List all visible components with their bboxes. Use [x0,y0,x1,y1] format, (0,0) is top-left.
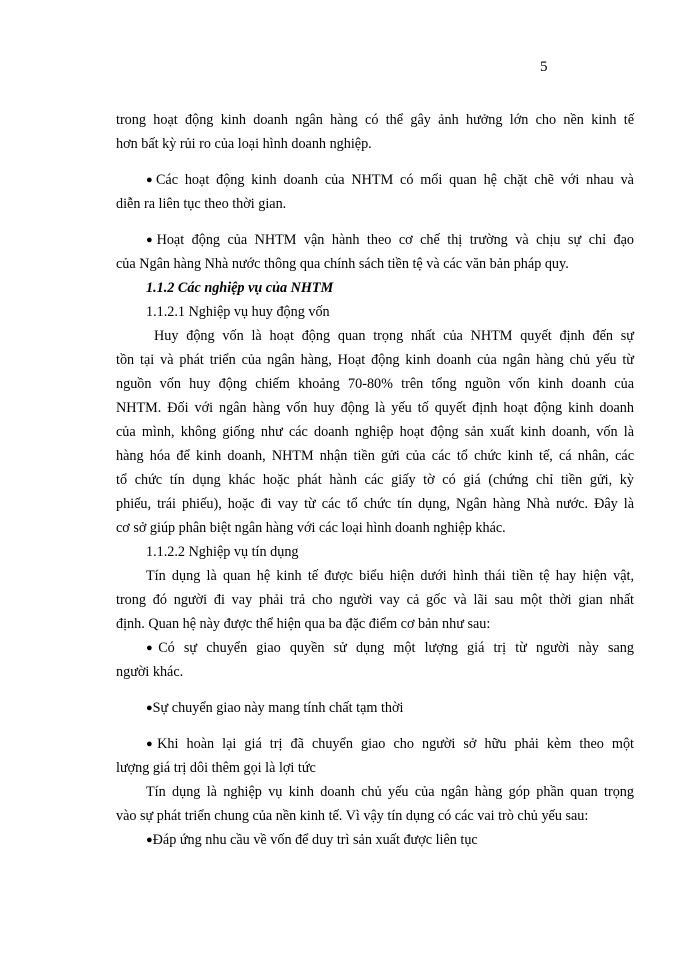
page-number: 5 [540,59,548,75]
line-text: phiếu, trái phiếu), hoặc đi vay từ các tổ chức tín dụng, Ngân hàng Nhà nước. Đây là [116,496,634,512]
text-line [116,132,634,156]
line-text: Hoạt động của NHTM vận hành theo cơ chế thị trường và chịu sự chỉ đạo [156,232,634,248]
text-line [116,108,634,132]
line-text: của Ngân hàng Nhà nước thông qua chính sách tiền tệ và các văn bản pháp quy. [116,256,569,272]
line-text: Đáp ứng nhu cầu về vốn để duy trì sản xuất được liên tục [152,832,478,848]
line-text: của mình, không giống như các doanh nghiệp hoạt động sản xuất kinh doanh, vốn là [116,424,634,440]
text-line [116,468,634,492]
text-line [116,492,634,516]
line-text: diễn ra liên tục theo thời gian. [116,196,287,212]
line-text: trong đó người đi vay phải trả cho người vay cả gốc và lãi sau một thời gian nhất [116,592,634,608]
text-line [116,444,634,468]
bullet-paragraph [116,828,634,852]
section-heading [116,276,634,300]
line-text: 1.1.2.2 Nghiệp vụ tín dụng [146,544,299,560]
text-line [116,228,634,252]
line-text: Khi hoàn lại giá trị đã chuyển giao cho người sở hữu phải kèm theo một [157,736,634,752]
text-line [116,420,634,444]
paragraph [116,324,634,540]
bullet-paragraph [116,696,634,720]
text-line [116,348,634,372]
text-line [116,612,634,636]
line-text: tổ chức tín dụng khác hoặc phát hành các giấy tờ có giá (chứng chỉ tiền gửi, kỳ [116,472,634,488]
line-text: nguồn vốn huy động chiếm khoảng 70-80% trên tổng nguồn vốn kinh doanh của [116,376,634,392]
line-text: lượng giá trị dôi thêm gọi là lợi tức [116,760,316,776]
text-line [116,756,634,780]
bullet-icon: ● [146,702,153,714]
line-text: 1.1.2 Các nghiệp vụ của NHTM [146,280,334,296]
text-line [116,276,634,300]
bullet-paragraph [116,732,634,780]
line-text: hơn bất kỳ rủi ro của loại hình doanh nghiệp. [116,136,372,152]
text-line [116,780,634,804]
line-text: Có sự chuyển giao quyền sử dụng một lượng giá trị từ người này sang [158,640,634,656]
line-text: NHTM. Đối với ngân hàng vốn huy động là yếu tố quyết định hoạt động kinh doanh [116,400,634,416]
line-text: Các hoạt động kinh doanh của NHTM có mối quan hệ chặt chẽ với nhau và [155,172,634,188]
text-line [116,540,634,564]
text-line [116,192,634,216]
document-body [116,108,634,852]
text-line [116,324,634,348]
line-text: Sự chuyển giao này mang tính chất tạm thời [152,700,404,716]
text-line [116,588,634,612]
line-text: trong hoạt động kinh doanh ngân hàng có thể gây ảnh hưởng lớn cho nền kinh tế [116,112,634,128]
text-line [116,564,634,588]
text-line [116,636,634,660]
line-text: Tín dụng là quan hệ kinh tế được biểu hiện dưới hình thái tiền tệ hay hiện vật, [146,568,634,584]
bullet-paragraph [116,228,634,276]
bullet-icon: ● [146,174,156,186]
line-text: cơ sở giúp phân biệt ngân hàng với các loại hình doanh nghiệp khác. [116,520,506,536]
paragraph [116,780,634,828]
bullet-icon: ● [146,834,153,846]
text-line [116,660,634,684]
bullet-icon: ● [146,234,157,246]
text-line [116,300,634,324]
paragraph [116,564,634,636]
paragraph [116,540,634,564]
text-line [116,732,634,756]
line-text: định. Quan hệ này được thể hiện qua ba đặc điểm cơ bản như sau: [116,616,491,632]
line-text: Huy động vốn là hoạt động quan trọng nhất của NHTM quyết định đến sự [154,328,634,344]
text-line [116,372,634,396]
line-text: hàng hóa để kinh doanh, NHTM nhận tiền gửi của các tổ chức kinh tế, cá nhân, các [116,448,634,464]
text-line [116,828,634,852]
bullet-icon: ● [146,642,159,654]
text-line [116,516,634,540]
line-text: 1.1.2.1 Nghiệp vụ huy động vốn [146,304,330,320]
paragraph [116,108,634,156]
line-text: Tín dụng là nghiệp vụ kinh doanh chủ yếu của ngân hàng góp phần quan trọng [146,784,634,800]
text-line [116,252,634,276]
text-line [116,168,634,192]
text-line [116,396,634,420]
line-text: người khác. [116,664,184,680]
text-line [116,804,634,828]
paragraph [116,300,634,324]
bullet-paragraph [116,636,634,684]
line-text: tồn tại và phát triển của ngân hàng, Hoạt động kinh doanh của ngân hàng chủ yếu từ [116,352,634,368]
line-text: vào sự phát triển chung của nền kinh tế. Vì vậy tín dụng có các vai trò chủ yếu sau: [116,808,589,824]
bullet-icon: ● [146,738,158,750]
text-line [116,696,634,720]
bullet-paragraph [116,168,634,216]
